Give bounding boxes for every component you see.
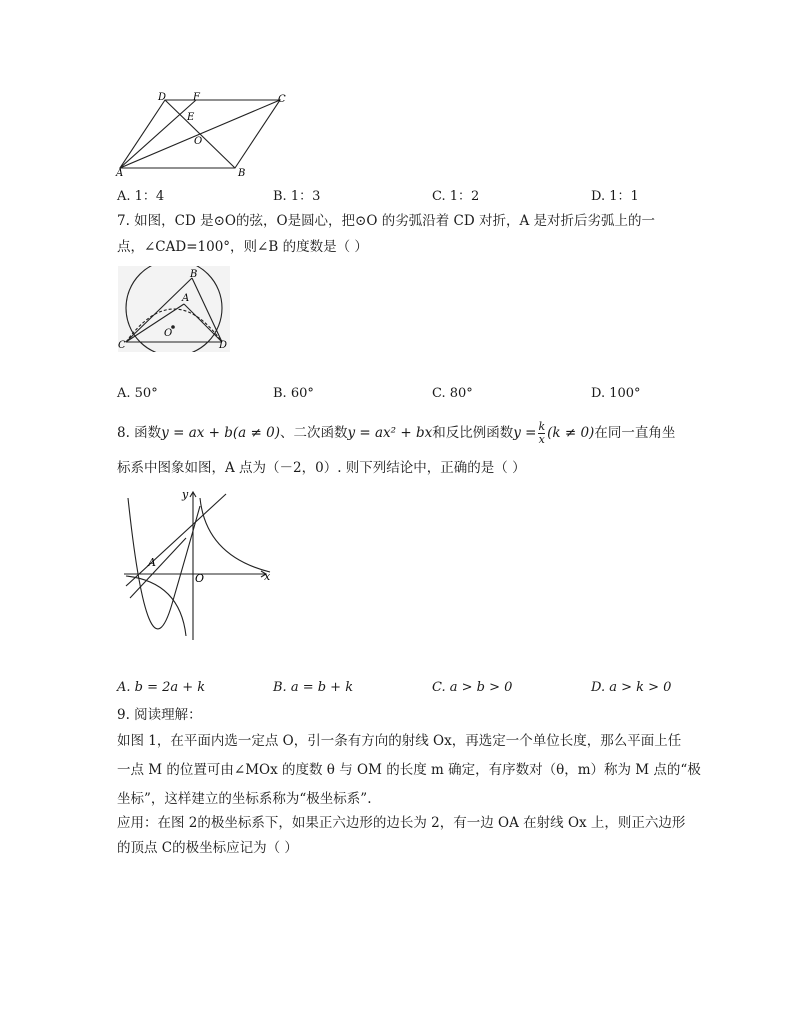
q9-paragraph-line1: 如图 1，在平面内选一定点 O，引一条有方向的射线 Ox，再选定一个单位长度，那么平面上任 [117, 733, 682, 749]
label-a: A [148, 556, 156, 569]
q9-application-line2: 的顶点 C的极坐标应记为（ ） [117, 840, 298, 856]
circle-figure [118, 266, 230, 352]
q9-application-line1: 应用：在图 2的极坐标系下，如果正六边形的边长为 2，有一边 OA 在射线 Ox 上，则正六边形 [117, 815, 686, 831]
label-x: x [264, 570, 271, 583]
q8-formula-linear: y = ax + b(a ≠ 0) [161, 425, 280, 441]
label-y: y [182, 488, 189, 501]
label-b: B [238, 168, 246, 178]
q8-text-c: 和反比例函数 [432, 425, 514, 441]
q8-option-d[interactable]: D. a > k > 0 [591, 680, 672, 695]
q6-option-a[interactable]: A. 1：4 [117, 189, 165, 204]
q7-option-a[interactable]: A. 50° [117, 386, 158, 401]
label-d: D [219, 340, 228, 351]
q8-formula-quadratic: y = ax² + bx [347, 425, 433, 441]
q7-option-c[interactable]: C. 80° [432, 386, 473, 401]
label-d: D [158, 92, 167, 103]
label-o: O [164, 328, 173, 339]
q8-option-a[interactable]: A. b = 2a + k [117, 680, 206, 695]
q8-option-c[interactable]: C. a > b > 0 [432, 680, 513, 695]
q8-formula-inverse [513, 420, 595, 446]
q6-option-c[interactable]: C. 1：2 [432, 189, 480, 204]
q9-paragraph-line3: 坐标”，这样建立的坐标系称为“极坐标系”. [117, 791, 372, 807]
q9-title: 9. 阅读理解： [117, 707, 202, 723]
q6-option-b[interactable]: B. 1：3 [273, 189, 321, 204]
q8-text-a: 8. 函数 [117, 425, 162, 441]
label-b: B [190, 269, 198, 280]
label-a: A [182, 293, 190, 304]
q7-text-line2: 点，∠CAD=100°，则∠B 的度数是（ ） [117, 239, 368, 255]
q8-formula-inverse-cond: (k ≠ 0) [547, 425, 595, 441]
function-graph-figure [120, 486, 280, 646]
q8-text-line1 [117, 421, 675, 446]
label-e: E [187, 112, 195, 123]
q7-option-d[interactable]: D. 100° [591, 386, 641, 401]
label-o: O [194, 136, 203, 147]
q8-fraction-den: x [538, 433, 545, 446]
q6-option-d[interactable]: D. 1：1 [591, 189, 639, 204]
q9-paragraph-line2: 一点 M 的位置可由∠MOx 的度数 θ 与 OM 的长度 m 确定，有序数对（θ，m）称为 M 点的“极 [117, 762, 701, 778]
label-a: A [116, 168, 124, 178]
parallelogram-figure [110, 90, 300, 178]
q8-formula-inverse-lhs: y = [513, 425, 537, 441]
label-o: O [195, 572, 205, 585]
q8-option-b[interactable]: B. a = b + k [273, 680, 354, 695]
q8-text-d: 在同一直角坐 [594, 425, 676, 441]
label-f: F [193, 92, 200, 103]
q7-option-b[interactable]: B. 60° [273, 386, 314, 401]
q8-fraction-num: k [538, 420, 546, 433]
q8-text-line2: 标系中图象如图，A 点为（－2，0）. 则下列结论中，正确的是（ ） [117, 460, 526, 476]
q7-text-line1: 7. 如图，CD 是⊙O的弦，O是圆心，把⊙O 的劣弧沿着 CD 对折，A 是对折后劣弧上的一 [117, 213, 656, 229]
label-c: C [278, 94, 286, 105]
label-c: C [118, 340, 126, 351]
q8-text-b: 、二次函数 [279, 425, 348, 441]
